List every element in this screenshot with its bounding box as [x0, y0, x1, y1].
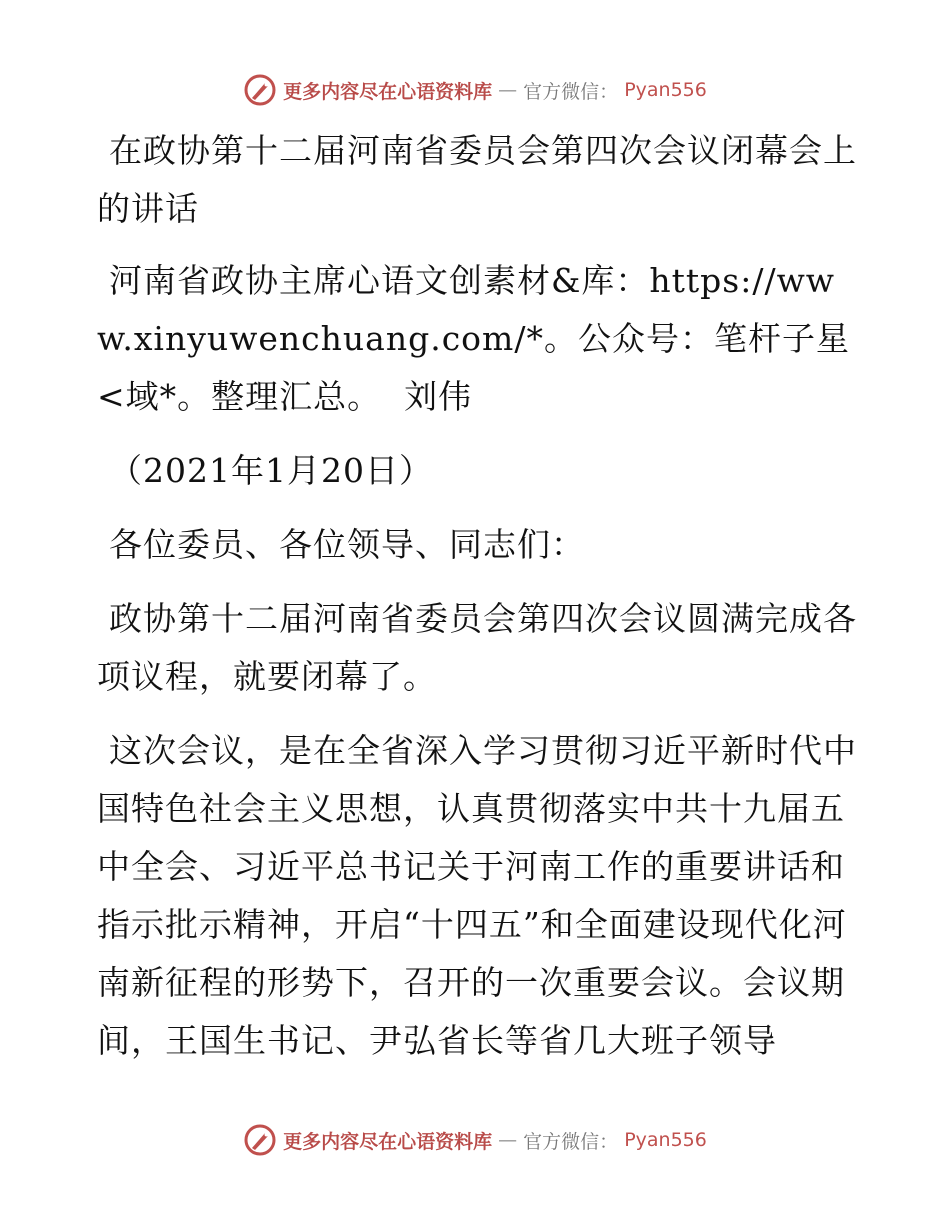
watermark-official-label: 官方微信： [523, 80, 619, 103]
body-paragraph: 政协第十二届河南省委员会第四次会议圆满完成各项议程，就要闭幕了。 [97, 599, 857, 696]
document-body [97, 122, 857, 1086]
watermark-dash: — [498, 1129, 518, 1151]
author-line: 河南省政协主席心语文创素材&库：https://www.xinyuwenchuang.com/*。公众号：笔杆子星<域*。整理汇总。 刘伟 [97, 261, 850, 416]
salutation: 各位委员、各位领导、同志们： [109, 525, 585, 564]
watermark-wechat-id: Pyan556 [624, 1129, 707, 1151]
watermark-wechat-id: Pyan556 [624, 79, 707, 101]
watermark-official-label: 官方微信： [523, 1130, 619, 1153]
footer-watermark [0, 1120, 950, 1160]
speech-date: （2021年1月20日） [109, 451, 433, 490]
watermark-brand-text: 更多内容尽在心语资料库 [283, 80, 493, 103]
watermark-dash: — [498, 79, 518, 101]
document-title: 在政协第十二届河南省委员会第四次会议闭幕会上的讲话 [97, 131, 857, 228]
body-paragraph: 这次会议，是在全省深入学习贯彻习近平新时代中国特色社会主义思想，认真贯彻落实中共十九届五中全会、习近平总书记关于河南工作的重要讲话和指示批示精神，开启“十四五”和全面建设现代化河南新征程的形势下，召开的一次重要会议。会议期间，王国生书记、尹弘省长等省几大班子领导 [97, 731, 857, 1060]
pen-nib-logo-icon [243, 73, 277, 107]
watermark-brand-text: 更多内容尽在心语资料库 [283, 1130, 493, 1153]
pen-nib-logo-icon [243, 1123, 277, 1157]
header-watermark [0, 70, 950, 110]
